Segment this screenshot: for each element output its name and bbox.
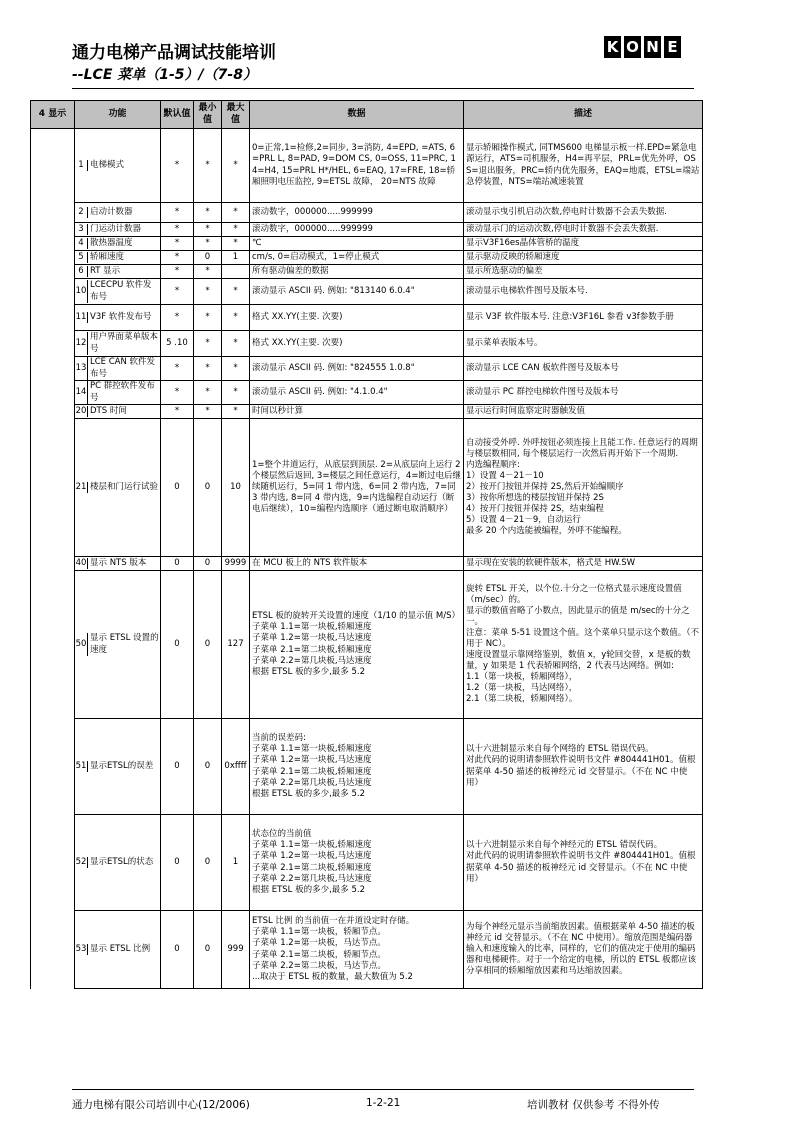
function-cell — [75, 129, 161, 203]
logo-letter: O — [624, 36, 641, 58]
function-cell — [75, 815, 161, 911]
row-number: 6 — [75, 266, 88, 277]
table-row — [31, 381, 703, 405]
row-number: 3 — [75, 224, 88, 235]
column-header: 功能 — [75, 101, 161, 129]
min-value-cell: 0 — [194, 911, 222, 989]
default-value-cell: * — [161, 203, 194, 223]
header-divider — [72, 88, 694, 89]
section-indent — [31, 203, 75, 223]
min-value-cell: 0 — [194, 719, 222, 815]
function-label: 电梯模式 — [90, 159, 125, 170]
row-number: 4 — [75, 238, 88, 249]
data-cell: 当前的误差码: 子菜单 1.1=第一块板,轿厢速度 子菜单 1.2=第一块板,马达速度 子菜单 2.1=第二块板,轿厢速度 子菜单 2.2=第几块板,马达速度 根据 ETSL 板的多少,最多 5.2 — [250, 719, 464, 815]
function-label: 显示 NTS 版本 — [90, 557, 147, 568]
default-value-cell: 0 — [161, 419, 194, 557]
function-label: LCECPU 软件发布号 — [90, 280, 152, 302]
function-cell — [75, 223, 161, 237]
min-value-cell: * — [194, 129, 222, 203]
function-cell — [75, 203, 161, 223]
description-cell: 显示V3F16es晶体管桥的温度 — [464, 237, 703, 251]
row-number: 1 — [75, 160, 88, 171]
function-label: 散热器温度 — [90, 237, 133, 248]
row-number: 51 — [75, 760, 87, 771]
min-value-cell: * — [194, 381, 222, 405]
column-header: 最小值 — [194, 101, 222, 129]
table-row — [31, 405, 703, 419]
data-cell: ETSL 板的旋转开关设置的速度（1/10 的显示值 M/S） 子菜单 1.1=第一块板,轿厢速度 子菜单 1.2=第一块板,马达速度 子菜单 2.1=第二块板,轿厢速度 子菜单 2.2=第几块板,马达速度 根据 ETSL 板的多少,最多 5.2 — [250, 571, 464, 719]
footer-page-number: 1-2-21 — [366, 1097, 401, 1109]
row-number: 13 — [75, 357, 88, 379]
kone-logo — [604, 36, 681, 58]
min-value-cell: * — [194, 279, 222, 305]
row-number: 14 — [75, 381, 88, 403]
table-row — [31, 815, 703, 911]
default-value-cell: * — [161, 251, 194, 265]
section-indent — [31, 331, 75, 357]
function-label: RT 显示 — [90, 265, 121, 276]
default-value-cell: * — [161, 405, 194, 419]
function-cell — [75, 557, 161, 571]
menu-table — [30, 100, 703, 989]
max-value-cell: * — [222, 237, 250, 251]
min-value-cell: * — [194, 305, 222, 331]
min-value-cell: 0 — [194, 251, 222, 265]
function-cell — [75, 571, 161, 719]
table-row — [31, 557, 703, 571]
section-indent — [31, 405, 75, 419]
row-number: 10 — [75, 280, 88, 302]
row-number: 11 — [75, 311, 87, 322]
logo-letter: K — [604, 36, 621, 58]
min-value-cell: * — [194, 265, 222, 279]
data-cell: 滚动显示 ASCII 码. 例如: "824555 1.0.8" — [250, 357, 464, 381]
description-cell: 显示运行时间监察定时器触发值 — [464, 405, 703, 419]
description-cell: 滚动显示电梯软件图号及版本号. — [464, 279, 703, 305]
table-row — [31, 357, 703, 381]
max-value-cell: * — [222, 223, 250, 237]
section-indent — [31, 571, 75, 719]
default-value-cell: 0 — [161, 557, 194, 571]
data-cell: cm/s, 0=启动模式，1=停止模式 — [250, 251, 464, 265]
min-value-cell: * — [194, 203, 222, 223]
function-label: 轿厢速度 — [90, 251, 125, 262]
description-cell: 显示所选驱动的偏差 — [464, 265, 703, 279]
function-cell — [75, 719, 161, 815]
function-label: LCE CAN 软件发布号 — [90, 357, 156, 379]
function-cell — [75, 237, 161, 251]
data-cell: 0=正常,1=检修,2=同步, 3=消防, 4=EPD, =ATS, 6=PRL L, 8=PAD, 9=DOM CS, 0=OSS, 11=PRC, 14=H4, 15=PRL H*/HEL, 6=EAQ, 17=FRE, 18=轿厢照明电压监控, 9=ETSL 故障， 20=NTS 故障 — [250, 129, 464, 203]
function-label: 显示ETSL的状态 — [90, 856, 154, 867]
row-number: 21 — [75, 481, 87, 492]
max-value-cell: 1 — [222, 815, 250, 911]
max-value-cell: * — [222, 279, 250, 305]
min-value-cell: * — [194, 357, 222, 381]
description-cell: 自动接受外呼. 外呼按钮必须连接上且能工作. 任意运行的周期与楼层数相同, 每个楼层运行一次然后再开始下一个周期. 内选编程顺序: 1）设置 4－21－10 2）按开门按钮并保持 2S,然后开始编顺序 3）按你所想选的楼层按钮并保持 2S 4）按开门按钮并保持 2S，结束编程 5）设置 4－21－9，自动运行 最多 20 个内选能被编程，外呼不能编程。 — [464, 419, 703, 557]
function-cell — [75, 251, 161, 265]
default-value-cell: * — [161, 237, 194, 251]
max-value-cell: 10 — [222, 419, 250, 557]
document-title: 通力电梯产品调试技能培训 — [72, 43, 276, 63]
description-cell: 为每个神经元显示当前缩放因素。值根据菜单 4-50 描述的板神经元 id 交替显示。（不在 NC 中使用）。缩放范围是编码器输入和速度输入的比率，同样的，它们的值决定于使用的编码器和电梯硬件。对于一个给定的电梯，所以的 ETSL 板都应该分享相同的轿厢缩放因素和马达缩放因素。 — [464, 911, 703, 989]
function-label: 楼层和门运行试验 — [90, 481, 159, 492]
data-cell: 滚动显示 ASCII 码. 例如: "4.1.0.4" — [250, 381, 464, 405]
description-cell: 滚动显示 LCE CAN 板软件图号及版本号 — [464, 357, 703, 381]
function-cell — [75, 357, 161, 381]
table-row — [31, 719, 703, 815]
table-row — [31, 305, 703, 331]
data-cell: 所有驱动偏差的数据 — [250, 265, 464, 279]
default-value-cell: * — [161, 279, 194, 305]
column-header: 默认值 — [161, 101, 194, 129]
description-cell: 显示现在安装的软硬件版本，格式是 HW.SW — [464, 557, 703, 571]
function-label: 启动计数器 — [90, 206, 133, 217]
max-value-cell: * — [222, 381, 250, 405]
column-header: 最大值 — [222, 101, 250, 129]
min-value-cell: * — [194, 237, 222, 251]
section-indent — [31, 223, 75, 237]
function-label: 用户界面菜单版本号 — [90, 332, 159, 354]
data-cell: 滚动数字，000000.....999999 — [250, 203, 464, 223]
function-cell — [75, 911, 161, 989]
description-cell: 显示菜单表版本号。 — [464, 331, 703, 357]
max-value-cell: 0xffff — [222, 719, 250, 815]
data-cell: 滚动数字，000000.....999999 — [250, 223, 464, 237]
data-cell: 格式 XX.YY(主要. 次要) — [250, 331, 464, 357]
function-cell — [75, 279, 161, 305]
default-value-cell: * — [161, 129, 194, 203]
max-value-cell: 1 — [222, 251, 250, 265]
default-value-cell: 0 — [161, 815, 194, 911]
min-value-cell: * — [194, 405, 222, 419]
section-indent — [31, 251, 75, 265]
column-header: 描述 — [464, 101, 703, 129]
data-cell: 滚动显示 ASCII 码. 例如: "813140 6.0.4" — [250, 279, 464, 305]
data-cell: 在 MCU 板上的 NTS 软件版本 — [250, 557, 464, 571]
data-cell: 状态位的当前值 子菜单 1.1=第一块板,轿厢速度 子菜单 1.2=第一块板,马达速度 子菜单 2.1=第二块板,轿厢速度 子菜单 2.2=第几块板,马达速度 根据 ETSL 板的多少,最多 5.2 — [250, 815, 464, 911]
data-cell: ℃ — [250, 237, 464, 251]
description-cell: 滚动显示曳引机启动次数,停电时计数器不会丢失数据. — [464, 203, 703, 223]
row-number: 5 — [75, 252, 88, 263]
min-value-cell: * — [194, 331, 222, 357]
max-value-cell: 127 — [222, 571, 250, 719]
default-value-cell: * — [161, 265, 194, 279]
section-indent — [31, 279, 75, 305]
default-value-cell: * — [161, 223, 194, 237]
function-cell — [75, 331, 161, 357]
default-value-cell: 0 — [161, 571, 194, 719]
table-row — [31, 223, 703, 237]
row-number: 40 — [75, 557, 87, 568]
default-value-cell: 0 — [161, 911, 194, 989]
default-value-cell: 0 — [161, 719, 194, 815]
column-header: 数据 — [250, 101, 464, 129]
function-label: 显示 ETSL 设置的速度 — [90, 633, 159, 655]
section-indent — [31, 815, 75, 911]
function-label: 显示ETSL的误差 — [90, 760, 154, 771]
function-label: 显示 ETSL 比例 — [90, 943, 151, 954]
row-number: 20 — [75, 405, 87, 416]
function-cell — [75, 265, 161, 279]
function-label: 门运动计数器 — [90, 223, 142, 234]
function-cell — [75, 405, 161, 419]
max-value-cell: * — [222, 405, 250, 419]
table-row — [31, 251, 703, 265]
row-number: 2 — [75, 207, 88, 218]
table-row — [31, 571, 703, 719]
function-cell — [75, 419, 161, 557]
section-indent — [31, 911, 75, 989]
logo-letter: N — [644, 36, 661, 58]
footer-divider — [72, 1089, 694, 1090]
section-indent — [31, 305, 75, 331]
table-row — [31, 911, 703, 989]
min-value-cell: 0 — [194, 557, 222, 571]
description-cell: 显示 V3F 软件版本号. 注意:V3F16L 参看 v3f参数手册 — [464, 305, 703, 331]
row-number: 53 — [75, 943, 87, 954]
function-cell — [75, 305, 161, 331]
description-cell: 旋转 ETSL 开关，以个位.十分之一位格式显示速度设置值（m/sec）的。 显示的数值省略了小数点，因此显示的值是 m/sec的十分之一。 注意：菜单 5-51 设置这个值。这个菜单只显示这个数值。（不用于 NC）。 速度设置显示靠网络鉴别，数值 x，y轮回交替，x 是板的数量，y 如果是 1 代表轿厢网络，2 代表马达网络。例如: 1.1（第一块板，轿厢网络）， 1.2（第一块板，马达网络）， 2.1（第二块板，轿厢网络）。 — [464, 571, 703, 719]
section-indent — [31, 381, 75, 405]
data-cell: 时间以秒计算 — [250, 405, 464, 419]
max-value-cell: * — [222, 305, 250, 331]
table-row — [31, 203, 703, 223]
min-value-cell: 0 — [194, 571, 222, 719]
logo-letter: E — [664, 36, 681, 58]
table-row — [31, 129, 703, 203]
section-indent — [31, 265, 75, 279]
row-number: 12 — [75, 332, 88, 354]
max-value-cell: * — [222, 331, 250, 357]
description-cell: 以十六进制显示来自每个网络的 ETSL 错误代码。 对此代码的说明请参照软件说明书文件 #804441H01。值根据菜单 4-50 描述的板神经元 id 交替显示。（不在 NC 中使用） — [464, 719, 703, 815]
default-value-cell: * — [161, 381, 194, 405]
max-value-cell: 999 — [222, 911, 250, 989]
function-label: V3F 软件发布号 — [90, 311, 152, 322]
max-value-cell: * — [222, 357, 250, 381]
table-row — [31, 331, 703, 357]
data-cell: 1=整个井道运行，从底层到顶层. 2=从底层向上运行 2 个楼层然后返回, 3=楼层之间任意运行，4=断过电后继续随机运行，5=同 1 带内选，6=同 2 带内选，7=同 3 带内选, 8=同 4 带内选，9=内选编程自动运行（断电后继续），10=编程内选顺序（通过断电取消顺序） — [250, 419, 464, 557]
default-value-cell: 5 .10 — [161, 331, 194, 357]
data-cell: 格式 XX.YY(主要. 次要) — [250, 305, 464, 331]
table-row — [31, 237, 703, 251]
default-value-cell: * — [161, 305, 194, 331]
section-indent — [31, 129, 75, 203]
section-indent — [31, 557, 75, 571]
description-cell: 滚动显示门的运动次数,停电时计数器不会丢失数据. — [464, 223, 703, 237]
description-cell: 显示轿厢操作模式, 同TMS600 电梯显示板一样.EPD=紧急电源运行，ATS=司机服务，H4=再平层，PRL=优先外呼，OSS=退出服务，PRC=轿内优先服务，EAQ=地震，ETSL=端站急停装置，NTS=端站减速装置 — [464, 129, 703, 203]
row-number: 50 — [75, 633, 88, 655]
min-value-cell: 0 — [194, 815, 222, 911]
table-row — [31, 279, 703, 305]
min-value-cell: 0 — [194, 419, 222, 557]
row-number: 52 — [75, 856, 87, 867]
table-row — [31, 419, 703, 557]
function-cell — [75, 381, 161, 405]
column-header: 4 显示 — [31, 101, 75, 129]
description-cell: 显示驱动反映的轿厢速度 — [464, 251, 703, 265]
section-indent — [31, 419, 75, 557]
description-cell: 滚动显示 PC 群控电梯软件图号及版本号 — [464, 381, 703, 405]
min-value-cell: * — [194, 223, 222, 237]
function-label: DTS 时间 — [90, 405, 127, 416]
max-value-cell: * — [222, 203, 250, 223]
footer-left: 通力电梯有限公司培训中心(12/2006) — [72, 1099, 250, 1111]
data-cell: ETSL 比例 的当前值一在并道设定时存储。 子菜单 1.1=第一块板，轿厢节点。 子菜单 1.2=第一块板，马达节点。 子菜单 2.1=第二块板，轿厢节点。 子菜单 2.2=第二块板，马达节点。 ...取决于 ETSL 板的数量，最大数值为 5.2 — [250, 911, 464, 989]
table-row — [31, 265, 703, 279]
section-indent — [31, 719, 75, 815]
menu-table-body — [31, 129, 703, 989]
max-value-cell: * — [222, 129, 250, 203]
section-indent — [31, 237, 75, 251]
section-indent — [31, 357, 75, 381]
function-label: PC 群控软件发布号 — [90, 381, 155, 403]
footer-right: 培训教材 仅供参考 不得外传 — [527, 1099, 660, 1111]
description-cell: 以十六进制显示来自每个神经元的 ETSL 错误代码。 对此代码的说明请参照软件说明书文件 #804441H01。值根据菜单 4-50 描述的板神经元 id 交替显示。（不在 NC 中使用） — [464, 815, 703, 911]
default-value-cell: * — [161, 357, 194, 381]
document-subtitle: --LCE 菜单（1-5）/（7-8） — [72, 67, 257, 83]
max-value-cell — [222, 265, 250, 279]
max-value-cell: 9999 — [222, 557, 250, 571]
